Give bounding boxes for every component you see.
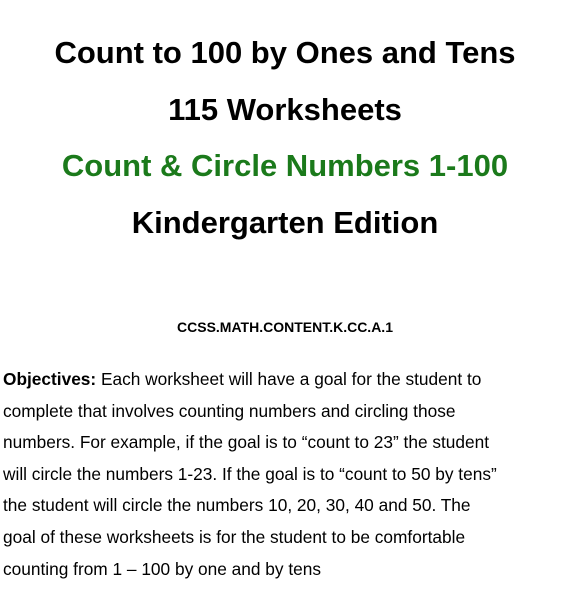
objectives-line-3: numbers. For example, if the goal is to “count to 23” the student [3, 432, 490, 453]
standard-code: CCSS.MATH.CONTENT.K.CC.A.1 [177, 319, 393, 335]
objectives-label: Objectives: [3, 369, 97, 389]
objectives-line-6: goal of these worksheets is for the student to be comfortable [3, 526, 466, 547]
objectives-line-5: the student will circle the numbers 10, 20, 30, 40 and 50. The [3, 495, 471, 516]
title-line-worksheet-count: 115 Worksheets [168, 92, 402, 127]
title-line-edition: Kindergarten Edition [131, 205, 439, 240]
objectives-line-2: complete that involves counting numbers and circling those [3, 400, 456, 421]
objectives-text: Each worksheet will have a goal for the student to [96, 369, 482, 389]
objectives-line-1 [3, 364, 563, 396]
objectives-line-4: will circle the numbers 1-23. If the goal is to “count to 50 by tens” [3, 463, 497, 484]
objectives-paragraph [3, 364, 563, 585]
title-line-main: Count to 100 by Ones and Tens [54, 35, 516, 70]
objectives-line-7: counting from 1 – 100 by one and by tens [3, 558, 321, 579]
title-line-subtitle: Count & Circle Numbers 1-100 [61, 148, 509, 183]
